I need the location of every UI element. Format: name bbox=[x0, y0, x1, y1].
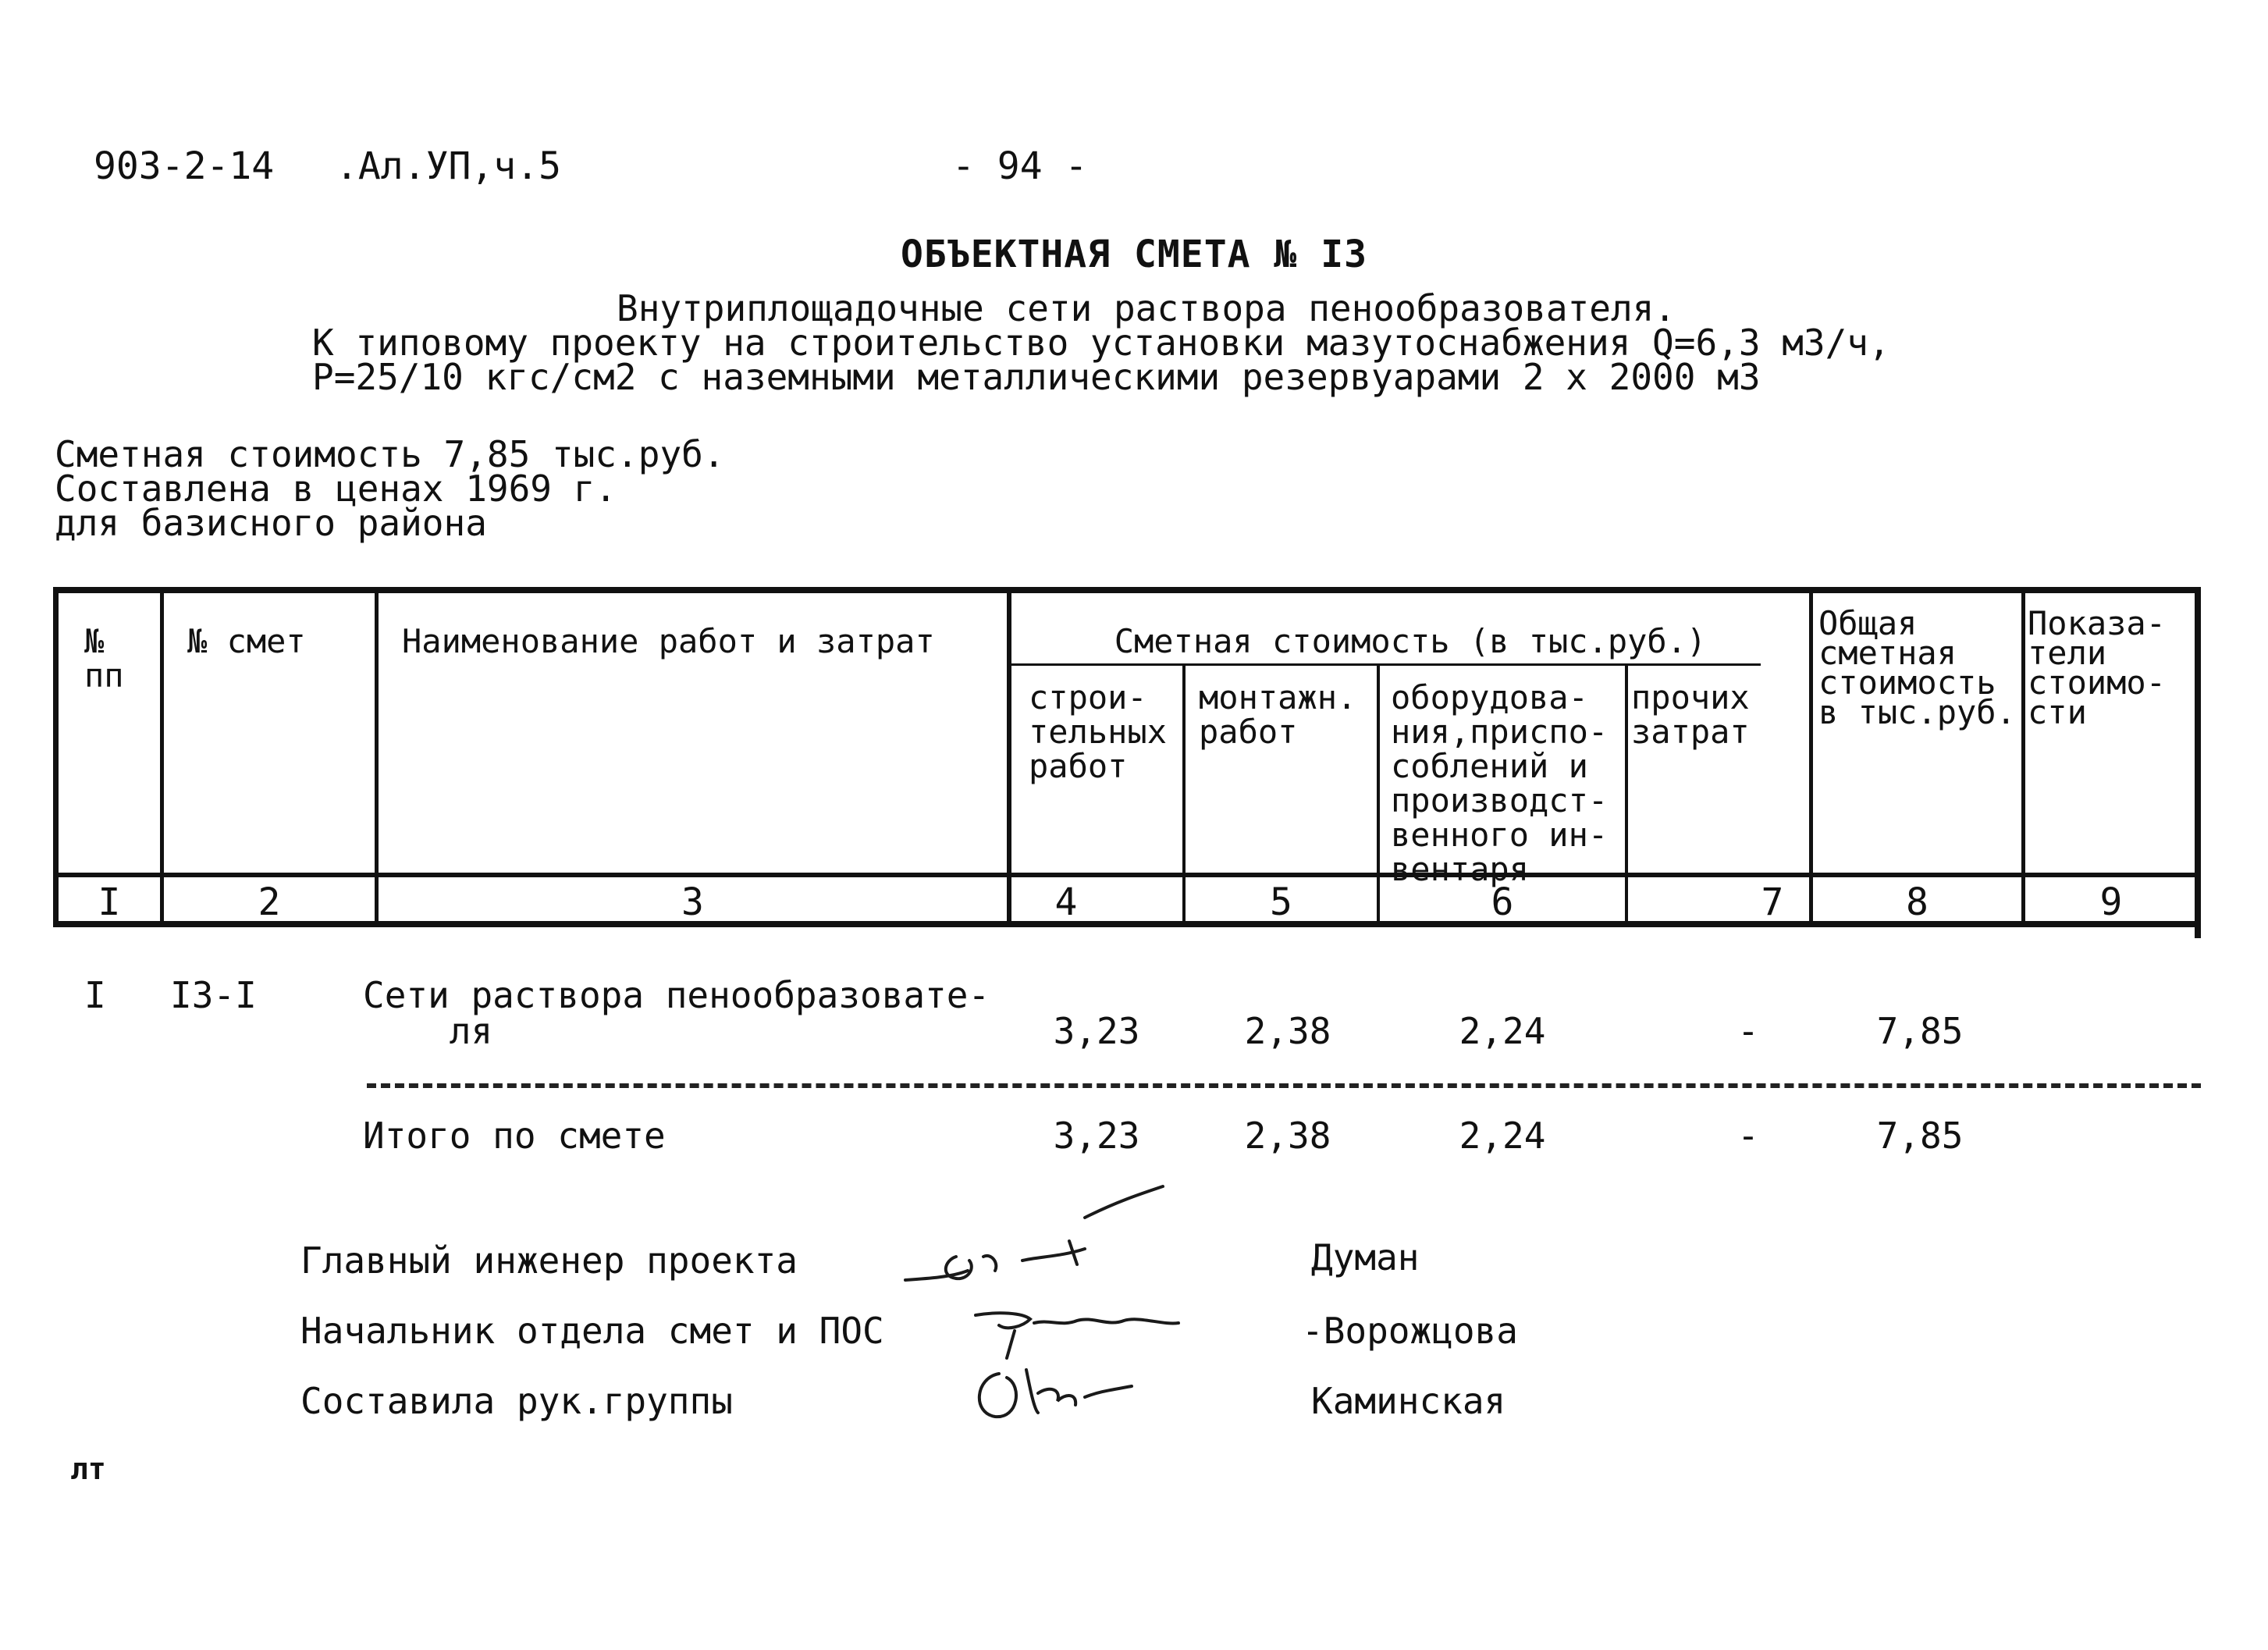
header-estimate-number: № смет bbox=[187, 622, 306, 660]
album-reference: .Ал.УП,ч.5 bbox=[336, 144, 561, 188]
col-number-6: 6 bbox=[1491, 880, 1514, 924]
handwritten-signatures bbox=[882, 1179, 1296, 1444]
header-equipment: оборудова- ния,приспо- соблений и производст- венного ин- вентаря bbox=[1391, 678, 1609, 888]
signature-scribble-department-head bbox=[976, 1313, 1178, 1358]
row-total-cost: 7,85 bbox=[1876, 1010, 1964, 1052]
footer-mark: лт bbox=[70, 1452, 106, 1486]
col-number-8: 8 bbox=[1906, 880, 1929, 924]
header-installation: монтажн. работ bbox=[1199, 678, 1357, 751]
row-equipment-cost: 2,24 bbox=[1459, 1010, 1546, 1052]
row-estimate-number: I3-I bbox=[170, 974, 257, 1016]
total-label: Итого по смете bbox=[363, 1115, 666, 1157]
col-number-3: 3 bbox=[681, 880, 704, 924]
header-other: прочих затрат bbox=[1631, 678, 1750, 751]
total-installation-cost: 2,38 bbox=[1244, 1115, 1331, 1157]
signature-role-chief-engineer: Главный инженер проекта bbox=[300, 1239, 798, 1282]
page-number: - 94 - bbox=[952, 144, 1088, 188]
header-work-name: Наименование работ и затрат bbox=[402, 622, 935, 660]
col-number-4: 4 bbox=[1054, 880, 1078, 924]
divider-col-7 bbox=[1809, 593, 1813, 925]
col-number-1: I bbox=[98, 880, 121, 924]
row-other-cost: - bbox=[1737, 1010, 1759, 1052]
estimate-region: для базисного района bbox=[55, 502, 487, 544]
signature-name-chief-engineer: Думан bbox=[1311, 1236, 1420, 1278]
divider-col-1 bbox=[160, 593, 164, 925]
signature-scribble-compiler bbox=[979, 1370, 1132, 1417]
estimate-cost: Сметная стоимость 7,85 тыс.руб. bbox=[55, 433, 725, 475]
divider-col-8 bbox=[2021, 593, 2025, 925]
total-overall-cost: 7,85 bbox=[1876, 1115, 1964, 1157]
group-underline bbox=[1011, 663, 1761, 666]
table-top-border bbox=[53, 587, 2201, 593]
header-group-cost: Сметная стоимость (в тыс.руб.) bbox=[1114, 622, 1707, 660]
signature-role-department-head: Начальник отдела смет и ПОС bbox=[300, 1310, 884, 1352]
total-other-cost: - bbox=[1737, 1115, 1759, 1157]
row-separator bbox=[367, 1083, 2201, 1088]
col-number-5: 5 bbox=[1270, 880, 1292, 924]
table-left-border bbox=[53, 587, 59, 927]
subtitle-line-3: Р=25/10 кгс/см2 с наземными металлическими резервуарами 2 х 2000 м3 bbox=[312, 356, 1761, 398]
col-number-2: 2 bbox=[258, 880, 281, 924]
header-row-number: № пп bbox=[84, 622, 124, 695]
row-work-name: Сети раствора пенообразовате- ля bbox=[363, 974, 990, 1052]
signature-name-compiler: Каминская bbox=[1311, 1380, 1506, 1422]
subtitle-line-1: Внутриплощадочные сети раствора пенообразователя. bbox=[617, 287, 1676, 329]
subtitle-line-2: К типовому проекту на строительство установки мазутоснабжения Q=6,3 м3/ч, bbox=[312, 322, 1890, 364]
row-installation-cost: 2,38 bbox=[1244, 1010, 1331, 1052]
row-number: I bbox=[84, 974, 106, 1016]
signature-role-compiler: Составила рук.группы bbox=[300, 1380, 733, 1422]
row-construction-cost: 3,23 bbox=[1053, 1010, 1140, 1052]
col-number-9: 9 bbox=[2099, 880, 2123, 924]
header-construction: строи- тельных работ bbox=[1029, 678, 1168, 785]
document-code: 903-2-14 bbox=[94, 144, 275, 188]
estimate-prices: Составлена в ценах 1969 г. bbox=[55, 468, 617, 510]
header-indicators: Показа- тели стоимо- сти bbox=[2028, 604, 2167, 731]
signature-scribble-chief-engineer bbox=[905, 1186, 1163, 1280]
col-number-7: 7 bbox=[1761, 880, 1784, 924]
signature-name-department-head: -Ворожцова bbox=[1302, 1310, 1518, 1352]
document-title: ОБЪЕКТНАЯ СМЕТА № I3 bbox=[901, 233, 1367, 276]
header-total-cost: Общая сметная стоимость в тыс.руб. bbox=[1818, 604, 2016, 731]
total-construction-cost: 3,23 bbox=[1053, 1115, 1140, 1157]
total-equipment-cost: 2,24 bbox=[1459, 1115, 1546, 1157]
divider-col-2 bbox=[375, 593, 379, 925]
